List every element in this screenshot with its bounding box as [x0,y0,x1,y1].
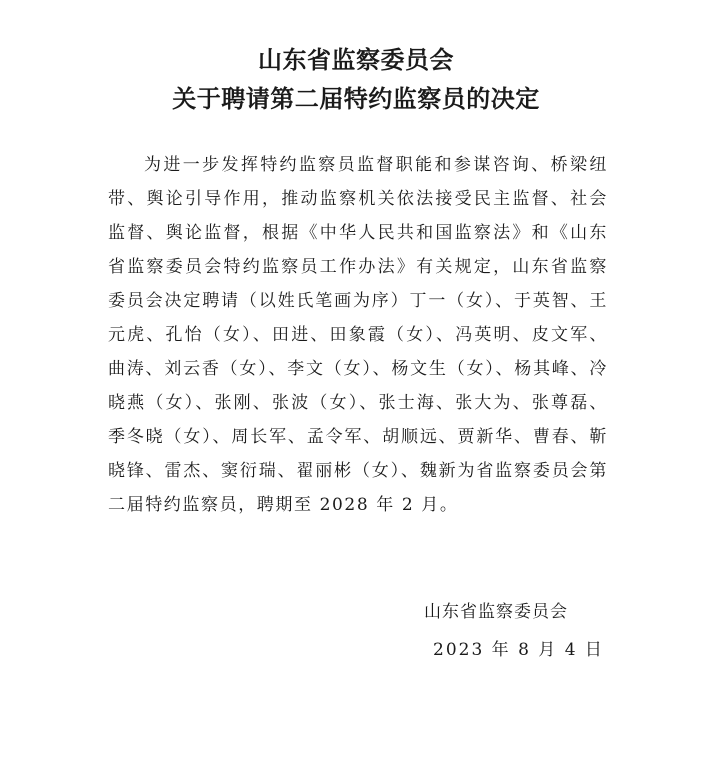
issue-date: 2023 年 8 月 4 日 [433,640,604,660]
decision-paragraph: 为进一步发挥特约监察员监督职能和参谋咨询、桥梁纽带、舆论引导作用，推动监察机关依法接受民主监督、社会监督、舆论监督，根据《中华人民共和国监察法》和《山东省监察委员会特约监察员工作办法》有关规定，山东省监察委员会决定聘请（以姓氏笔画为序）丁一（女）、于英智、王元虎、孔怡（女）、田进、田象霞（女）、冯英明、皮文军、曲涛、刘云香（女）、李文（女）、杨文生（女）、杨其峰、冷晓燕（女）、张刚、张波（女）、张士海、张大为、张尊磊、季冬晓（女）、周长军、孟令军、胡顺远、贾新华、曹春、靳晓锋、雷杰、窦衍瑞、翟丽彬（女）、魏新为省监察委员会第二届特约监察员，聘期至 2028 年 2 月。 [108,155,608,515]
signer-name: 山东省监察委员会 [424,602,568,622]
document-title-issuer: 山东省监察委员会 [258,45,454,74]
document-title-subject: 关于聘请第二届特约监察员的决定 [172,84,540,113]
